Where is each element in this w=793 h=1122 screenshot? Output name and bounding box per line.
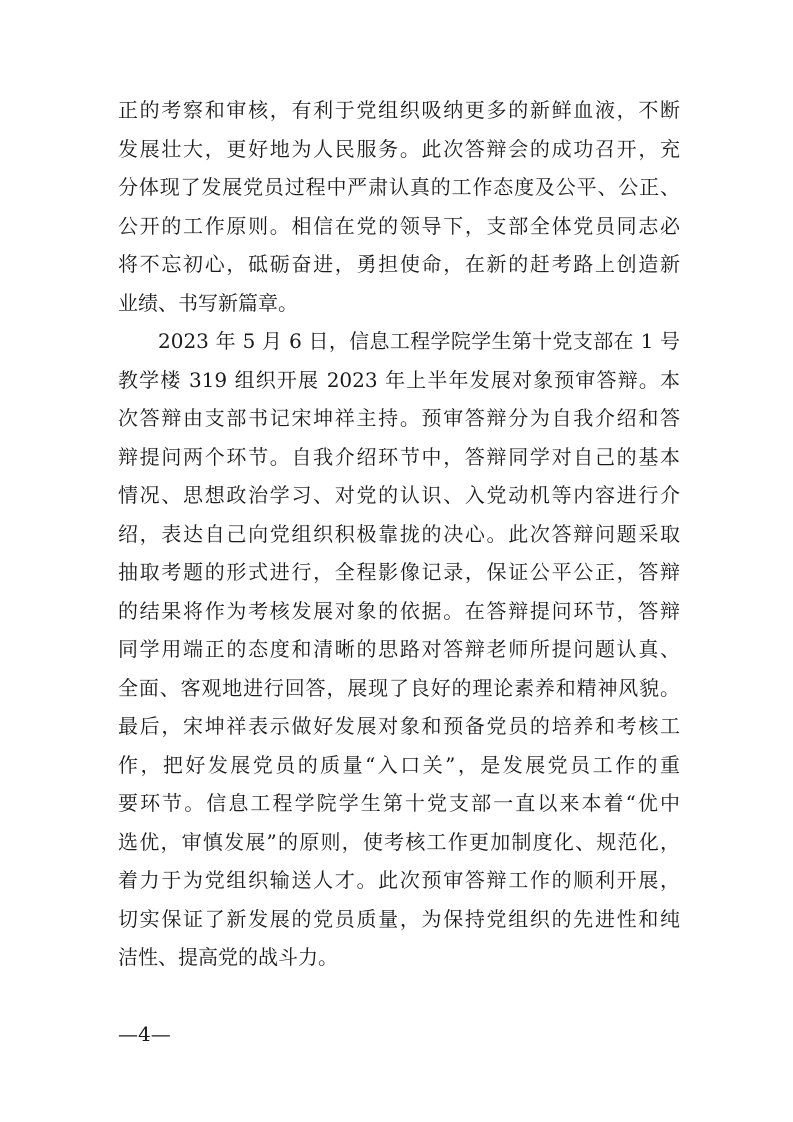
text-line: 分体现了发展党员过程中严肃认真的工作态度及公平、公正、 xyxy=(118,175,680,199)
text-line: 的结果将作为考核发展对象的依据。在答辩提问环节，答辩 xyxy=(118,598,680,623)
text-line: 情况、思想政治学习、对党的认识、入党动机等内容进行介 xyxy=(118,483,680,507)
text-line: 2023 年 5 月 6 日，信息工程学院学生第十党支部在 1 号 xyxy=(158,329,680,353)
text-line: 抽取考题的形式进行，全程影像记录，保证公平公正，答辩 xyxy=(118,560,680,584)
paragraph-continuation xyxy=(118,91,680,322)
text-line: 发展壮大，更好地为人民服务。此次答辩会的成功召开，充 xyxy=(118,136,680,161)
body-text xyxy=(118,91,680,977)
text-line: 着力于为党组织输送人才。此次预审答辩工作的顺利开展， xyxy=(118,868,680,892)
text-line: 教学楼 319 组织开展 2023 年上半年发展对象预审答辩。本 xyxy=(118,367,680,392)
text-line: 要环节。信息工程学院学生第十党支部一直以来本着“优中 xyxy=(118,791,680,815)
page-number: —4— xyxy=(118,1022,171,1046)
text-line: 辩提问两个环节。自我介绍环节中，答辩同学对自己的基本 xyxy=(118,444,680,469)
text-line: 作，把好发展党员的质量“入口关”，是发展党员工作的重 xyxy=(118,752,680,777)
text-line: 次答辩由支部书记宋坤祥主持。预审答辩分为自我介绍和答 xyxy=(118,406,680,430)
text-line: 将不忘初心，砥砺奋进，勇担使命，在新的赶考路上创造新 xyxy=(118,252,680,276)
text-line: 最后，宋坤祥表示做好发展对象和预备党员的培养和考核工 xyxy=(118,714,680,738)
text-line: 正的考察和审核，有利于党组织吸纳更多的新鲜血液，不断 xyxy=(118,98,680,122)
text-line: 公开的工作原则。相信在党的领导下，支部全体党员同志必 xyxy=(118,213,680,238)
paragraph-report xyxy=(118,322,680,977)
text-line: 绍，表达自己向党组织积极靠拢的决心。此次答辩问题采取 xyxy=(118,521,680,546)
text-line: 全面、客观地进行回答，展现了良好的理论素养和精神风貌。 xyxy=(118,675,680,700)
text-line: 洁性、提高党的战斗力。 xyxy=(118,945,338,969)
text-line: 同学用端正的态度和清晰的思路对答辩老师所提问题认真、 xyxy=(118,637,680,661)
text-line: 切实保证了新发展的党员质量，为保持党组织的先进性和纯 xyxy=(118,906,680,931)
text-line: 选优，审慎发展”的原则，使考核工作更加制度化、规范化， xyxy=(118,829,680,854)
text-line: 业绩、书写新篇章。 xyxy=(118,290,298,315)
